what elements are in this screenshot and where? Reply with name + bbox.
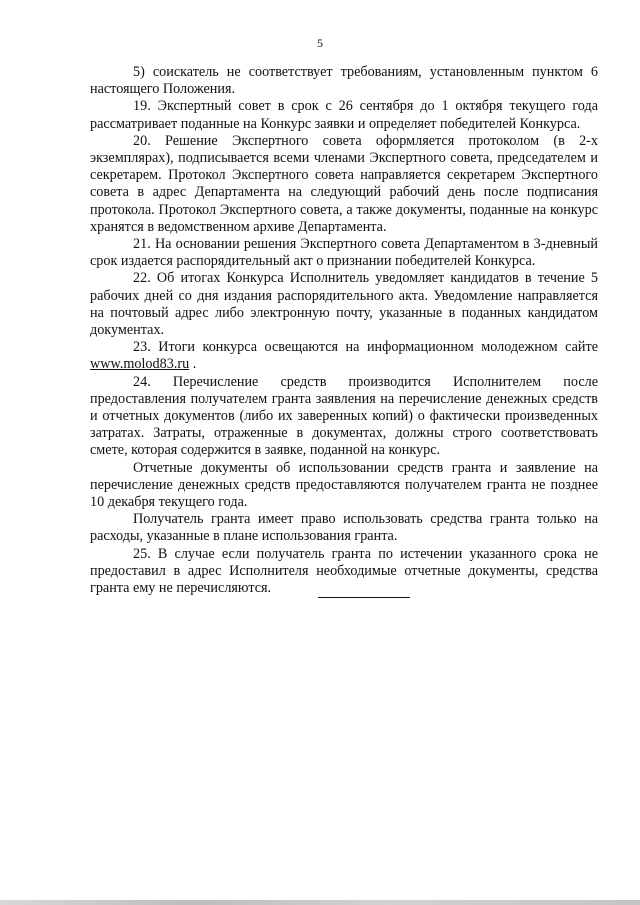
paragraph-22: 22. Об итогах Конкурса Исполнитель уведомляет кандидатов в течение 5 рабочих дней со дня издания распорядительного акта. Уведомление направляется на почтовый адрес либо электронную почту, указанные в поданных кандидатом документах.	[90, 270, 598, 339]
paragraph-19: 19. Экспертный совет в срок с 26 сентября до 1 октября текущего года рассматривает поданные на Конкурс заявки и определяет победителей Конкурса.	[90, 98, 598, 132]
paragraph-24: 24. Перечисление средств производится Исполнителем после предоставления получателем гранта заявления на перечисление денежных средств и отчетных документов (либо их заверенных копий) о фактически произведенных затратах. Затраты, отраженные в документах, должны строго соответствовать смете, которая содержится в заявке, поданной на конкурс.	[90, 373, 598, 459]
paragraph-23-text: 23. Итоги конкурса освещаются на информационном молодежном сайте	[133, 339, 598, 356]
paragraph-21: 21. На основании решения Экспертного совета Департаментом в 3-дневный срок издается распорядительный акт о признании победителей Конкурса.	[90, 236, 598, 270]
website-link[interactable]: www.molod83.ru	[90, 356, 190, 373]
scan-edge	[0, 900, 640, 905]
paragraph-23-tail: .	[189, 356, 197, 373]
end-divider	[318, 597, 410, 598]
paragraph-grant-usage: Получатель гранта имеет право использовать средства гранта только на расходы, указанные в плане использования гранта.	[90, 511, 598, 545]
paragraph-20: 20. Решение Экспертного совета оформляется протоколом (в 2-х экземплярах), подписывается всеми членами Экспертного совета, председателем и секретарем. Протокол Экспертного совета направляется секретарем Экспертного совета в адрес Департамента на следующий рабочий день после подписания протокола. Протокол Экспертного совета, а также документы, поданные на конкурс хранятся в ведомственном архиве Департамента.	[90, 132, 598, 235]
paragraph-23	[90, 339, 598, 373]
paragraph-25: 25. В случае если получатель гранта по истечении указанного срока не предоставил в адрес Исполнителя необходимые отчетные документы, средства гранта ему не перечисляются.	[90, 545, 598, 597]
paragraph-reporting: Отчетные документы об использовании средств гранта и заявление на перечисление денежных средств предоставляются получателем гранта не позднее 10 декабря текущего года.	[90, 459, 598, 511]
page-number: 5	[317, 36, 323, 50]
document-body	[90, 64, 598, 597]
paragraph-item-5: 5) соискатель не соответствует требованиям, установленным пунктом 6 настоящего Положения.	[90, 64, 598, 98]
